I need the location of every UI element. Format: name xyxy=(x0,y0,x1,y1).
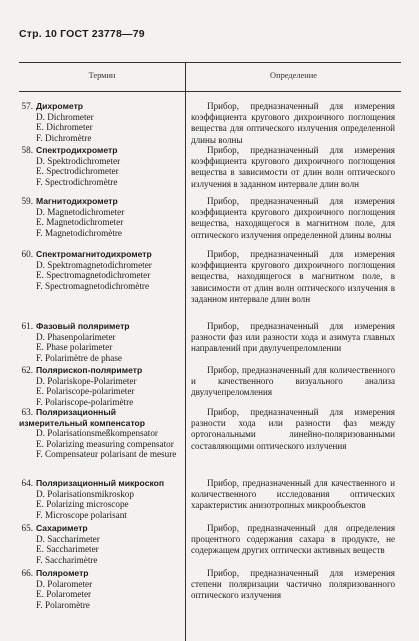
term-number: 62. xyxy=(21,365,33,375)
term-number: 65. xyxy=(21,523,33,533)
column-header-definition: Определение xyxy=(270,71,317,80)
foreign-equivalent: E. Polarizing measuring compensator xyxy=(36,438,174,449)
term-title: Спектромагнитодихрометр xyxy=(36,249,152,259)
foreign-equivalent: E. Polarometer xyxy=(36,589,92,599)
definition-text: Прибор, предназначенный для определения процентного содержания сахара в продукте, не содержащем других оптически активных веществ xyxy=(191,523,395,556)
term-cell xyxy=(19,568,181,610)
term-title: Поляризационный микроскоп xyxy=(36,478,165,488)
term-title-line xyxy=(19,249,181,260)
term-title: Дихрометр xyxy=(36,101,84,111)
definition-text: Прибор, предназначенный для измерения разности хода или разности фаз между ортогональными линейно-поляризованными составляющими оптического излучения xyxy=(191,407,395,451)
term-cell xyxy=(19,196,181,238)
term-title: Спектродихрометр xyxy=(36,145,118,155)
foreign-equivalent: F. Magnetodichromètre xyxy=(36,227,123,238)
term-title-line xyxy=(19,196,181,207)
foreign-equivalent: F. Polarimètre de phase xyxy=(36,352,123,363)
foreign-equivalent: E. Polarizing microscope xyxy=(36,499,129,509)
term-title-line xyxy=(19,407,181,428)
term-number: 64. xyxy=(21,478,33,488)
foreign-equivalent: D. Phasenpolarimeter xyxy=(36,331,116,342)
foreign-equivalent: D. Polarisationsmeßkompensator xyxy=(36,428,158,438)
definition-text: Прибор, предназначенный для измерения степени поляризации частично поляризованного оптического излучения xyxy=(191,568,395,601)
term-title: Магнитодихрометр xyxy=(36,196,118,206)
foreign-equivalent: D. Dichrometer xyxy=(36,111,94,122)
definition-text: Прибор, предназначенный для качественного и количественного исследования оптических характеристик анизотропных микрообъектов xyxy=(191,478,395,511)
foreign-equivalent: E. Polariscope-polarimeter xyxy=(36,386,135,396)
term-title: Сахариметр xyxy=(36,523,88,533)
foreign-equivalent: E. Dichrometer xyxy=(36,122,93,132)
term-number: 61. xyxy=(21,321,33,331)
foreign-equivalent: F. Polaromètre xyxy=(36,599,90,610)
foreign-equivalent: D. Polariskope-Polarimeter xyxy=(36,375,137,386)
column-divider xyxy=(185,63,186,641)
term-number: 58. xyxy=(21,145,33,155)
term-cell xyxy=(19,407,181,460)
term-number: 57. xyxy=(21,101,33,111)
term-title: Полярископ-поляриметр xyxy=(36,365,143,375)
foreign-equivalent: D. Spektromagnetodichrometer xyxy=(36,259,152,270)
term-title-line xyxy=(19,101,181,112)
definition-text: Прибор, предназначенный для измерения коэффициента кругового дихроичного поглощения вещества для оптического излучения определенной длины волны xyxy=(191,101,395,145)
foreign-equivalent: E. Phase polarimeter xyxy=(36,342,113,352)
foreign-equivalent: D. Saccharimeter xyxy=(36,533,100,544)
definition-text: Прибор, предназначенный для измерения коэффициента кругового дихроичного поглощения вещества в зависимости от длин волн оптического излучения в заданном интервале длин волн xyxy=(191,145,395,189)
term-title: Поляризационный измерительный компенсатор xyxy=(19,407,146,428)
foreign-equivalent: F. Compensateur polarisant de mesure xyxy=(36,449,177,459)
definition-text: Прибор, предназначенный для количественного и качественного визуального анализа двулучепреломления xyxy=(191,365,395,398)
term-title-line xyxy=(19,523,181,534)
foreign-equivalent: E. Spectromagnetodichrometer xyxy=(36,270,151,280)
foreign-equivalent: F. Spectrodichromètre xyxy=(36,176,118,187)
definition-text: Прибор, предназначенный для измерения разности фаз или разности хода и азимута главных направлений при двулучепреломлении xyxy=(191,321,395,354)
term-cell xyxy=(19,145,181,187)
foreign-equivalent: E. Spectrodichrometer xyxy=(36,166,119,176)
term-title-line xyxy=(19,478,181,489)
term-title-line xyxy=(19,145,181,156)
term-title-line xyxy=(19,568,181,579)
term-cell xyxy=(19,523,181,565)
foreign-equivalent: D. Spektrodichrometer xyxy=(36,155,121,166)
foreign-equivalent: D. Magnetodichrometer xyxy=(36,206,125,217)
term-cell xyxy=(19,321,181,363)
term-title-line xyxy=(19,365,181,376)
foreign-equivalent: D. Polarisationsmikroskop xyxy=(36,488,134,499)
foreign-equivalent: F. Spectromagnetodichromètre xyxy=(36,280,150,291)
term-number: 63. xyxy=(21,407,33,417)
column-header-term: Термин xyxy=(88,71,116,80)
term-number: 60. xyxy=(21,249,33,259)
term-title-line xyxy=(19,321,181,332)
foreign-equivalent: F. Microscope polarisant xyxy=(36,509,127,520)
foreign-equivalent: D. Polarometer xyxy=(36,578,93,589)
definition-text: Прибор, предназначенный для измерения коэффициента кругового дихроичного поглощения вещества, находящегося в магнитном поле, в зависимости от длин волн оптического излучения в заданном интервале длин волн xyxy=(191,249,395,304)
term-title: Полярометр xyxy=(36,568,89,578)
foreign-equivalent: F. Saccharimètre xyxy=(36,554,98,565)
foreign-equivalent: F. Polariscope-polarimètre xyxy=(36,396,134,407)
page-header: Стр. 10 ГОСТ 23778—79 xyxy=(19,28,145,40)
foreign-equivalent: E. Magnetodichrometer xyxy=(36,217,124,227)
term-cell xyxy=(19,249,181,291)
foreign-equivalent: E. Saccharimeter xyxy=(36,544,99,554)
term-number: 66. xyxy=(21,568,33,578)
term-cell xyxy=(19,101,181,143)
foreign-equivalent: F. Dichromètre xyxy=(36,132,92,143)
term-cell xyxy=(19,365,181,407)
term-number: 59. xyxy=(21,196,33,206)
definition-text: Прибор, предназначенный для измерения коэффициента кругового дихроичного поглощения вещества, находящегося в магнитном поле, для оптического излучения определенной длины волны xyxy=(191,196,395,240)
terms-table xyxy=(19,62,401,641)
term-title: Фазовый поляриметр xyxy=(36,321,130,331)
term-cell xyxy=(19,478,181,520)
header-divider xyxy=(19,91,401,92)
